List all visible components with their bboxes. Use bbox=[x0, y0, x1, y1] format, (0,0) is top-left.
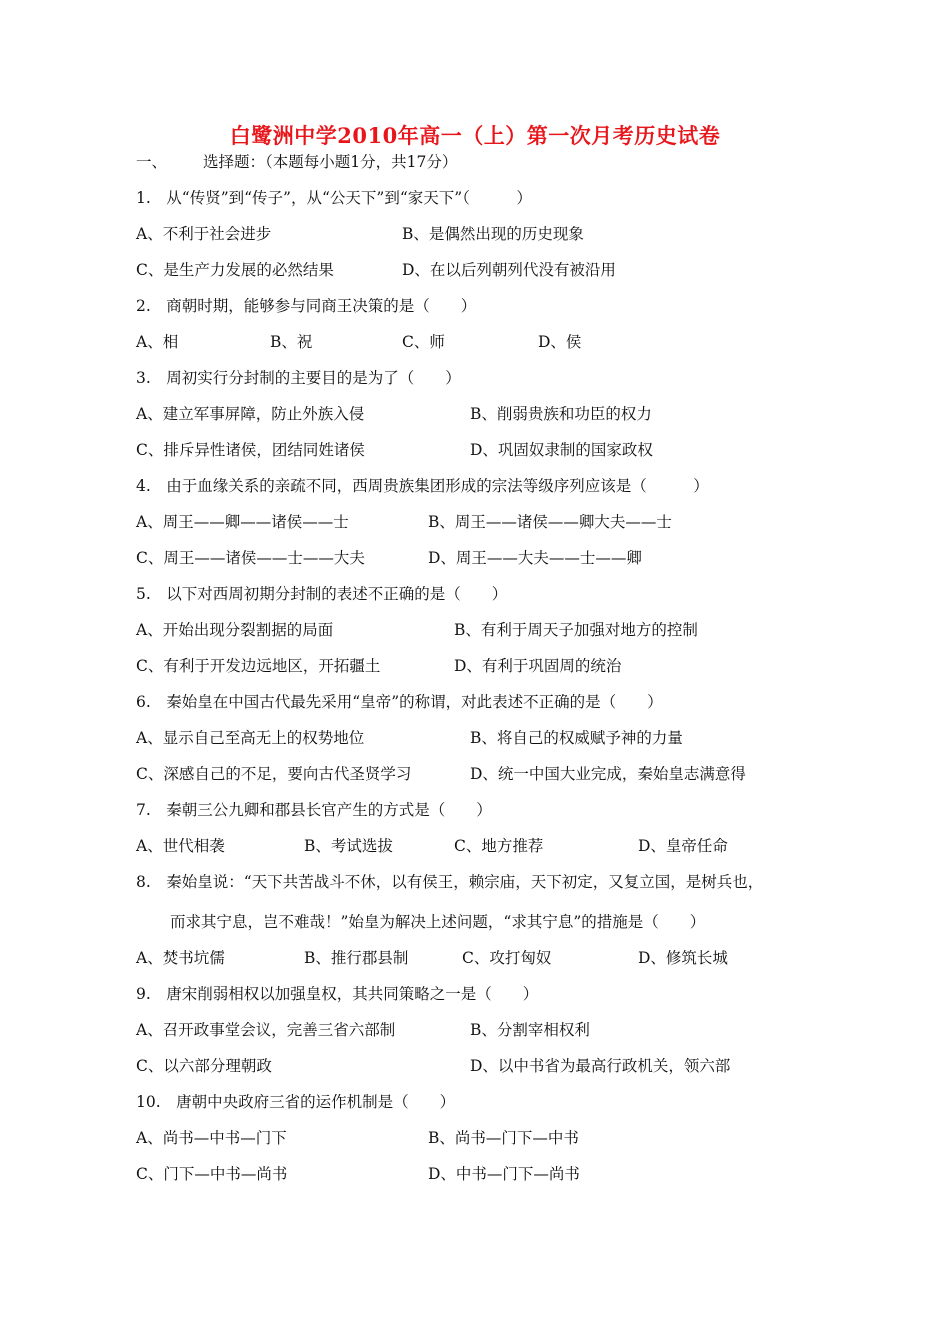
question-option: D、以中书省为最高行政机关，领六部 bbox=[470, 1057, 731, 1075]
question-option: D、周王——大夫——士——卿 bbox=[428, 549, 642, 567]
question-option: B、削弱贵族和功臣的权力 bbox=[470, 405, 652, 423]
question-option: A、不利于社会进步 bbox=[136, 225, 272, 243]
question-stem-continued: 而求其宁息，岂不难哉！”始皇为解决上述问题，“求其宁息”的措施是（ ） bbox=[170, 913, 706, 931]
question-option: B、祝 bbox=[270, 333, 313, 351]
question-stem: 8. 秦始皇说：“天下共苦战斗不休，以有侯王，赖宗庙，天下初定，又复立国，是树兵也， bbox=[136, 873, 764, 891]
exam-title: 白鹭洲中学2010年高一（上）第一次月考历史试卷 bbox=[229, 123, 721, 148]
question-option: D、巩固奴隶制的国家政权 bbox=[470, 441, 653, 459]
question-option: A、焚书坑儒 bbox=[136, 949, 225, 967]
question-option: A、召开政事堂会议，完善三省六部制 bbox=[136, 1021, 396, 1039]
question-option: C、深感自己的不足，要向古代圣贤学习 bbox=[136, 765, 412, 783]
question-stem: 3. 周初实行分封制的主要目的是为了（ ） bbox=[136, 369, 461, 387]
question-option: A、显示自己至高无上的权势地位 bbox=[136, 729, 365, 747]
question-stem: 9. 唐宋削弱相权以加强皇权，其共同策略之一是（ ） bbox=[136, 985, 539, 1003]
question-option: A、开始出现分裂割据的局面 bbox=[136, 621, 334, 639]
question-option: C、攻打匈奴 bbox=[462, 949, 552, 967]
question-option: C、地方推荐 bbox=[454, 837, 544, 855]
question-option: C、是生产力发展的必然结果 bbox=[136, 261, 334, 279]
section-number: 一、 bbox=[136, 153, 168, 171]
question-stem: 5. 以下对西周初期分封制的表述不正确的是（ ） bbox=[136, 585, 508, 603]
question-option: D、皇帝任命 bbox=[638, 837, 728, 855]
question-option: D、统一中国大业完成，秦始皇志满意得 bbox=[470, 765, 746, 783]
question-option: A、周王——卿——诸侯——士 bbox=[136, 513, 349, 531]
question-option: D、在以后列朝列代没有被沿用 bbox=[402, 261, 616, 279]
question-option: D、修筑长城 bbox=[638, 949, 728, 967]
question-option: A、相 bbox=[136, 333, 179, 351]
question-option: C、以六部分理朝政 bbox=[136, 1057, 272, 1075]
question-option: B、将自己的权威赋予神的力量 bbox=[470, 729, 683, 747]
question-option: B、推行郡县制 bbox=[304, 949, 409, 967]
question-option: A、建立军事屏障，防止外族入侵 bbox=[136, 405, 365, 423]
question-option: C、门下—中书—尚书 bbox=[136, 1165, 288, 1183]
question-stem: 1. 从“传贤”到“传子”，从“公天下”到“家天下”（ ） bbox=[136, 189, 532, 207]
question-option: A、尚书—中书—门下 bbox=[136, 1129, 287, 1147]
question-option: D、中书—门下—尚书 bbox=[428, 1165, 580, 1183]
question-option: C、周王——诸侯——士——大夫 bbox=[136, 549, 365, 567]
question-option: C、师 bbox=[402, 333, 445, 351]
question-stem: 4. 由于血缘关系的亲疏不同，西周贵族集团形成的宗法等级序列应该是（ ） bbox=[136, 477, 709, 495]
question-stem: 7. 秦朝三公九卿和郡县长官产生的方式是（ ） bbox=[136, 801, 492, 819]
question-option: B、是偶然出现的历史现象 bbox=[402, 225, 584, 243]
question-option: C、排斥异性诸侯，团结同姓诸侯 bbox=[136, 441, 365, 459]
question-option: D、有利于巩固周的统治 bbox=[454, 657, 622, 675]
question-stem: 10. 唐朝中央政府三省的运作机制是（ ） bbox=[136, 1093, 456, 1111]
question-option: D、侯 bbox=[538, 333, 582, 351]
question-option: C、有利于开发边远地区，开拓疆土 bbox=[136, 657, 381, 675]
question-stem: 6. 秦始皇在中国古代最先采用“皇帝”的称谓，对此表述不正确的是（ ） bbox=[136, 693, 663, 711]
question-option: B、有利于周天子加强对地方的控制 bbox=[454, 621, 698, 639]
question-stem: 2. 商朝时期，能够参与同商王决策的是（ ） bbox=[136, 297, 477, 315]
question-option: B、周王——诸侯——卿大夫——士 bbox=[428, 513, 672, 531]
question-option: B、分割宰相权利 bbox=[470, 1021, 590, 1039]
question-option: A、世代相袭 bbox=[136, 837, 225, 855]
section-heading: 选择题：（本题每小题1分，共17分） bbox=[203, 153, 458, 171]
question-option: B、尚书—门下—中书 bbox=[428, 1129, 579, 1147]
question-option: B、考试选拔 bbox=[304, 837, 393, 855]
